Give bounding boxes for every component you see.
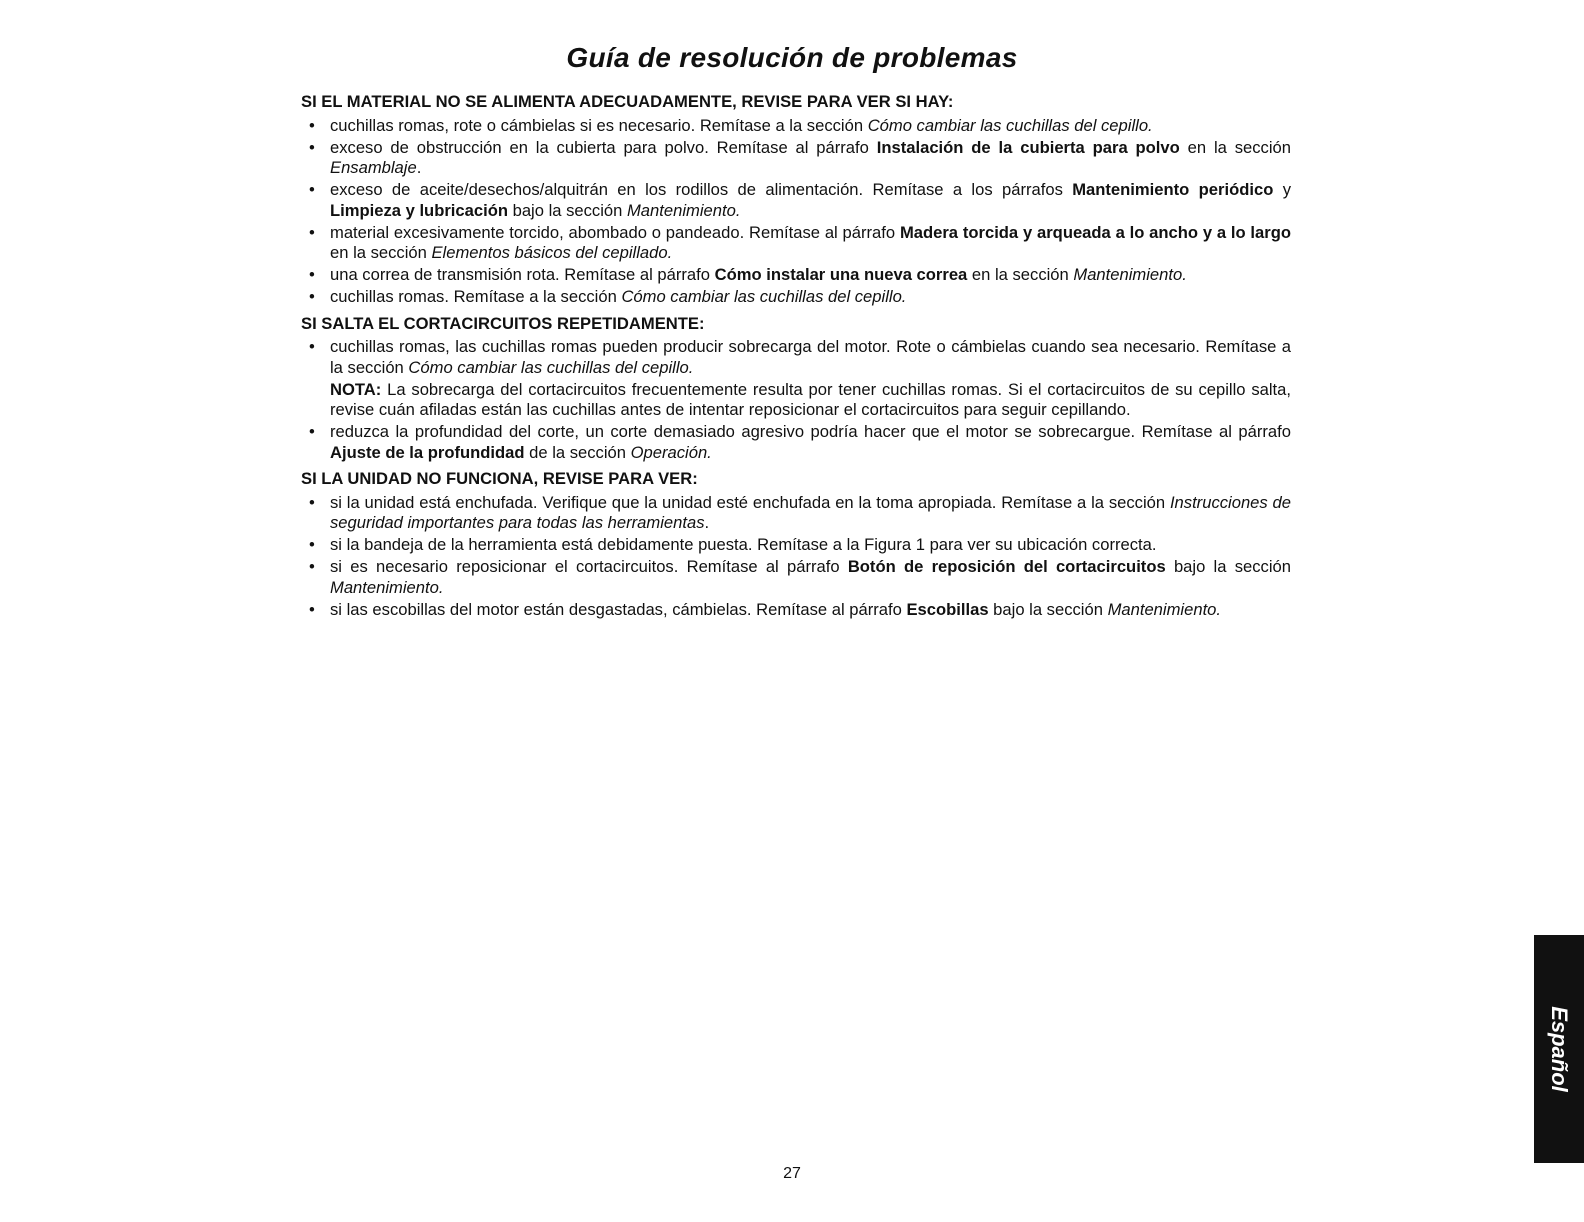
language-tab-label: Español <box>1547 1006 1572 1092</box>
list-item: • si es necesario reposicionar el cortacircuitos. Remítase al párrafo Botón de reposición del cortacircuitos bajo la sección Mantenimiento. <box>309 557 1291 597</box>
section-heading-feeding: SI EL MATERIAL NO SE ALIMENTA ADECUADAMENTE, REVISE PARA VER SI HAY: <box>301 92 954 111</box>
section-heading-not-running: SI LA UNIDAD NO FUNCIONA, REVISE PARA VER: <box>301 469 698 488</box>
list-item: • si la bandeja de la herramienta está debidamente puesta. Remítase a la Figura 1 para ver su ubicación correcta. <box>309 535 1157 554</box>
feeding-list <box>301 116 1291 308</box>
list-item: • material excesivamente torcido, abombado o pandeado. Remítase al párrafo Madera torcida y arqueada a lo ancho y a lo largo en la sección Elementos básicos del cepillado. <box>309 222 1292 262</box>
list-item: • cuchillas romas, las cuchillas romas pueden producir sobrecarga del motor. Rote o cámbielas cuando sea necesario. Remítase a la sección Cómo cambiar las cuchillas del cepillo. <box>309 337 1291 377</box>
breaker-list-continued <box>301 422 1291 463</box>
note-paragraph <box>301 380 1291 421</box>
page-number: 27 <box>783 1165 801 1182</box>
page-title: Guía de resolución de problemas <box>566 42 1018 73</box>
troubleshooting-content <box>301 92 1291 622</box>
language-tab <box>1534 935 1584 1163</box>
breaker-list <box>301 337 1291 378</box>
list-item: • exceso de aceite/desechos/alquitrán en los rodillos de alimentación. Remítase a los párrafos Mantenimiento periódico y Limpieza y lubricación bajo la sección Mantenimiento. <box>309 180 1291 220</box>
list-item: • una correa de transmisión rota. Remítase al párrafo Cómo instalar una nueva correa en la sección Mantenimiento. <box>309 265 1187 284</box>
list-item: • si las escobillas del motor están desgastadas, cámbielas. Remítase al párrafo Escobillas bajo la sección Mantenimiento. <box>309 599 1222 619</box>
note-label: NOTA: <box>330 379 382 399</box>
not-running-list <box>301 493 1291 621</box>
list-item: • exceso de obstrucción en la cubierta para polvo. Remítase al párrafo Instalación de la cubierta para polvo en la sección Ensamblaje. <box>309 137 1291 177</box>
list-item: • cuchillas romas. Remítase a la sección Cómo cambiar las cuchillas del cepillo. <box>309 287 907 306</box>
list-item: • cuchillas romas, rote o cámbielas si es necesario. Remítase a la sección Cómo cambiar las cuchillas del cepillo. <box>309 115 1153 135</box>
section-heading-breaker: SI SALTA EL CORTACIRCUITOS REPETIDAMENTE: <box>301 313 705 333</box>
note-text: La sobrecarga del cortacircuitos frecuentemente resulta por tener cuchillas romas. Si el cortacircuitos de su cepillo salta, revise cuán afiladas están las cuchillas antes de intentar reposicionar el cortacircuitos para seguir cepillando. <box>330 379 1291 419</box>
list-item: • si la unidad está enchufada. Verifique que la unidad esté enchufada en la toma apropiada. Remítase a la sección Instrucciones de seguridad importantes para todas las herramientas. <box>309 492 1291 532</box>
list-item: • reduzca la profundidad del corte, un corte demasiado agresivo podría hacer que el motor se sobrecargue. Remítase al párrafo Ajuste de la profundidad de la sección Operación. <box>309 422 1291 462</box>
